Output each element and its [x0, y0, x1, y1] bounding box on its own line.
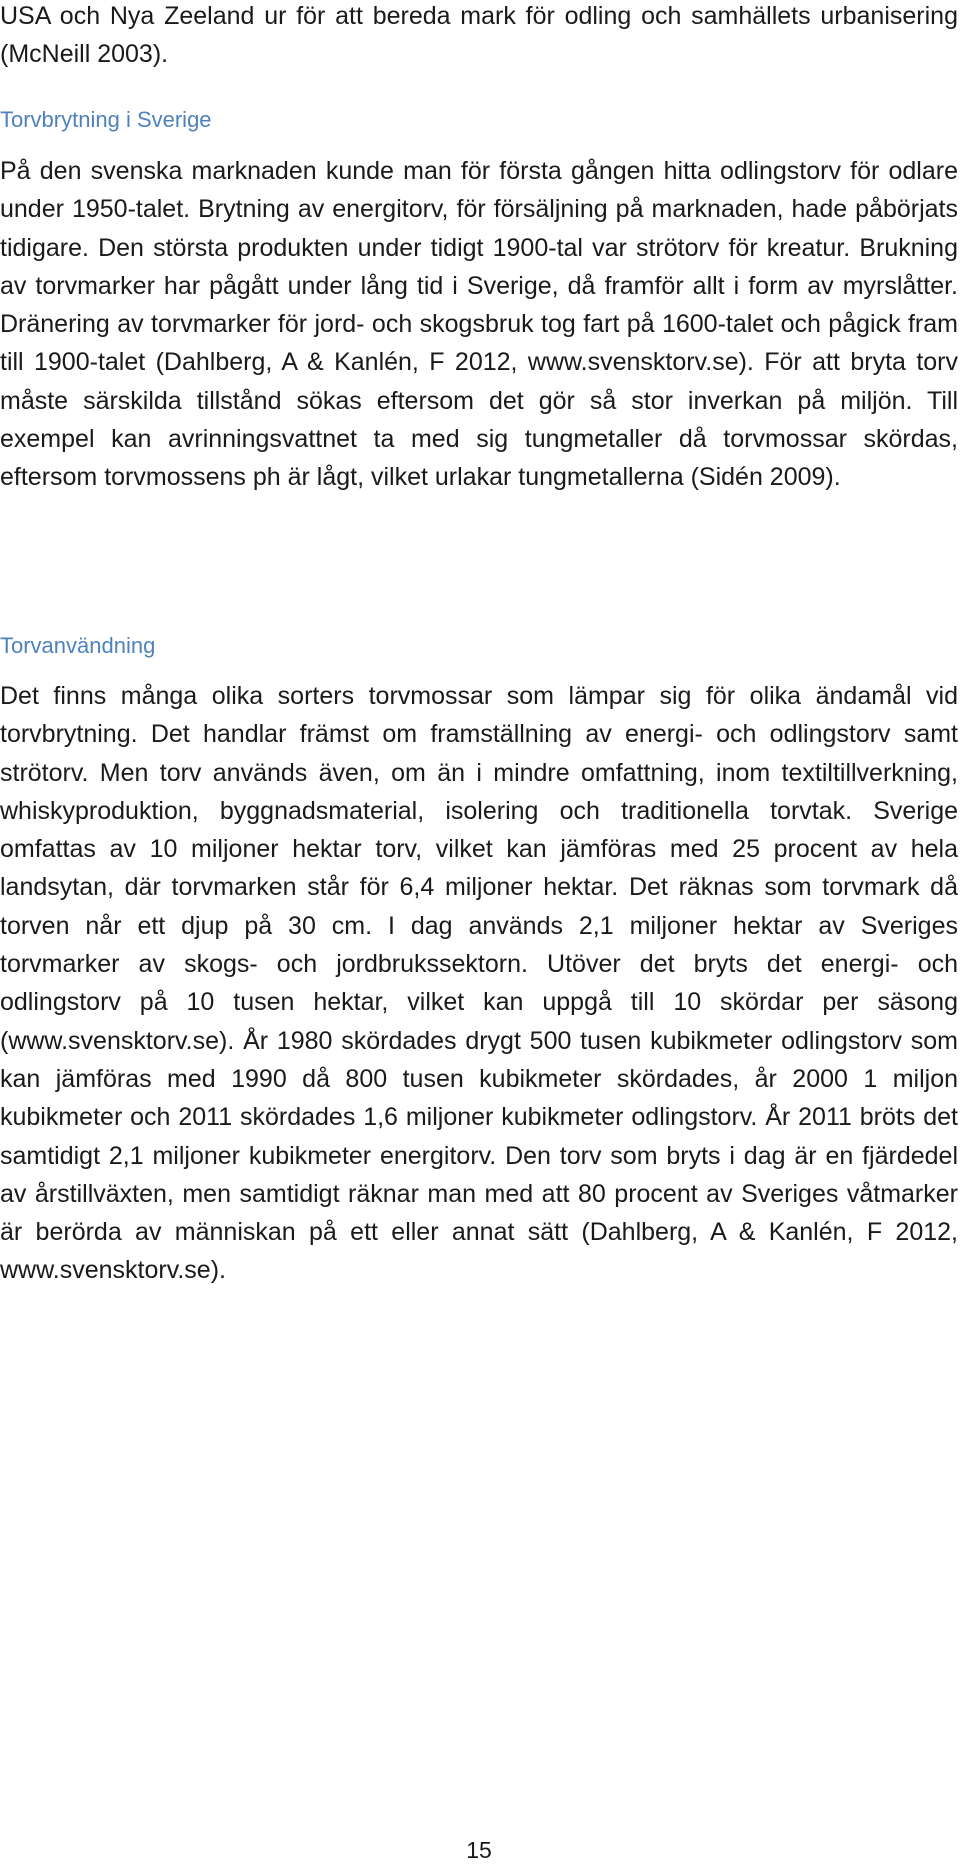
- page-number: 15: [466, 1837, 492, 1863]
- section-heading-torvanvandning: Torvanvändning: [0, 633, 156, 658]
- paragraph-torvbrytning: På den svenska marknaden kunde man för första gången hitta odlingstorv för odlare under 1950-talet. Brytning av energitorv, för försäljning på marknaden, hade påbörjats tidigare. Den största produkten under tidigt 1900-tal var strötorv för kreatur. Brukning av torvmarker har pågått under lång tid i Sverige, då framför allt i form av myrslåtter. Dränering av torvmarker för jord- och skogsbruk tog fart på 1600-talet och pågick fram till 1900-talet (Dahlberg, A & Kanlén, F 2012, www.svensktorv.se). För att bryta torv måste särskilda tillstånd sökas eftersom det gör så stor inverkan på miljön. Till exempel kan avrinningsvattnet ta med sig tungmetaller då torvmossar skördas, eftersom torvmossens ph är lågt, vilket urlakar tungmetallerna (Sidén 2009).: [0, 157, 958, 492]
- paragraph-urbanisering: USA och Nya Zeeland ur för att bereda mark för odling och samhällets urbanisering (McNeill 2003).: [0, 2, 958, 69]
- paragraph-torvanvandning: Det finns många olika sorters torvmossar som lämpar sig för olika ändamål vid torvbrytning. Det handlar främst om framställning av energi- och odlingstorv samt strötorv. Men torv används även, om än i mindre omfattning, inom textiltillverkning, whiskyproduktion, byggnadsmaterial, isolering och traditionella torvtak. Sverige omfattas av 10 miljoner hektar torv, vilket kan jämföras med 25 procent av hela landsytan, där torvmarken står för 6,4 miljoner hektar. Det räknas som torvmark då torven når ett djup på 30 cm. I dag används 2,1 miljoner hektar av Sveriges torvmarker av skogs- och jordbrukssektorn. Utöver det bryts det energi- och odlingstorv på 10 tusen hektar, vilket kan uppgå till 10 skördar per säsong (www.svensktorv.se). År 1980 skördades drygt 500 tusen kubikmeter odlingstorv som kan jämföras med 1990 då 800 tusen kubikmeter skördades, år 2000 1 miljon kubikmeter och 2011 skördades 1,6 miljoner kubikmeter odlingstorv. År 2011 bröts det samtidigt 2,1 miljoner kubikmeter energitorv. Den torv som bryts i dag är en fjärdedel av årstillväxten, men samtidigt räknar man med att 80 procent av Sveriges våtmarker är berörda av människan på ett eller annat sätt (Dahlberg, A & Kanlén, F 2012, www.svensktorv.se).: [0, 682, 958, 1285]
- section-heading-torvbrytning: Torvbrytning i Sverige: [0, 107, 212, 132]
